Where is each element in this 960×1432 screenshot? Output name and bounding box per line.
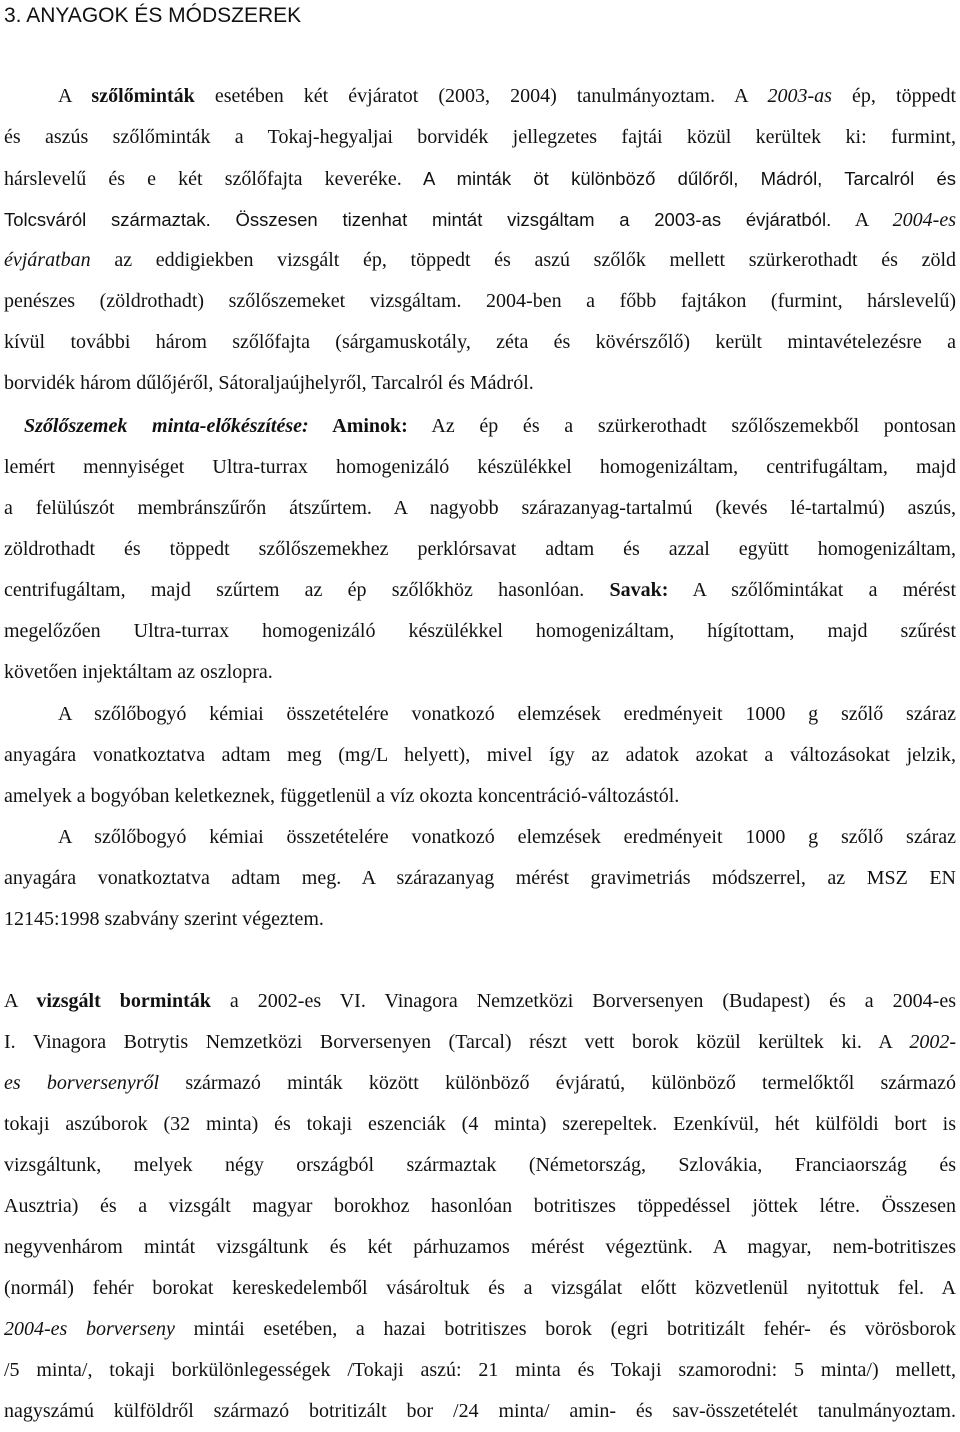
text-line: megelőzően Ultra-turrax homogenizáló készülékkel homogenizáltam, hígítottam, majd szűrést [4, 620, 956, 642]
text-line: borvidék három dűlőjéről, Sátoraljaújhelyről, Tarcalról és Mádról. [4, 372, 534, 394]
text-line: es borversenyről származó minták között különböző évjáratú, különböző termelőktől származó [4, 1072, 956, 1094]
text-line: vizsgáltunk, melyek négy országból származtak (Németország, Szlovákia, Franciaország és [4, 1154, 956, 1176]
text-line: zöldrothadt és töppedt szőlőszemekhez perklórsavat adtam és azzal együtt homogenizáltam, [4, 538, 956, 560]
section-heading: 3. ANYAGOK ÉS MÓDSZEREK [4, 4, 302, 27]
paragraph-wine-samples [4, 981, 956, 1432]
text-line: penészes (zöldrothadt) szőlőszemeket vizsgáltam. 2004-ben a főbb fajtákon (furmint, hárslevelű) [4, 290, 956, 312]
text-line: évjáratban az eddigiekben vizsgált ép, töppedt és aszú szőlők mellett szürkerothadt és zöld [4, 249, 956, 271]
text-line: Szőlőszemek minta-előkészítése: Aminok: Az ép és a szürkerothadt szőlőszemekből pontosan [24, 415, 956, 437]
text-line: centrifugáltam, majd szűrtem az ép szőlőkhöz hasonlóan. Savak: A szőlőmintákat a mérést [4, 579, 956, 601]
text-line: követően injektáltam az oszlopra. [4, 661, 273, 683]
paragraph-dry-weight-results [4, 694, 956, 817]
text-line: kívül további három szőlőfajta (sárgamuskotály, zéta és kövérszőlő) került mintavételezésre a [4, 331, 956, 353]
text-line: A vizsgált borminták a 2002-es VI. Vinagora Nemzetközi Borversenyen (Budapest) és a 2004-es [4, 990, 956, 1012]
text-line: és aszús szőlőminták a Tokaj-hegyaljai borvidék jellegzetes fajtái közül kerültek ki: furmint, [4, 126, 956, 148]
text-line: /5 minta/, tokaji borkülönlegességek /Tokaji aszú: 21 minta és Tokaji szamorodni: 5 minta/) mellett, [4, 1359, 956, 1381]
text-line: (normál) fehér borokat kereskedelemből vásároltuk és a vizsgálat előtt közvetlenül nyitottuk fel. A [4, 1277, 956, 1299]
text-line: A szőlőminták esetében két évjáratot (2003, 2004) tanulmányoztam. A 2003-as ép, töppedt [58, 85, 956, 107]
text-line: 12145:1998 szabvány szerint végeztem. [4, 908, 324, 930]
text-line: A szőlőbogyó kémiai összetételére vonatkozó elemzések eredményeit 1000 g szőlő száraz [58, 826, 956, 848]
text-line: Tolcsváról származtak. Összesen tizenhat mintát vizsgáltam a 2003-as évjáratból. A 2004-es [4, 209, 956, 231]
text-line: anyagára vonatkoztatva adtam meg. A szárazanyag mérést gravimetriás módszerrel, az MSZ EN [4, 867, 956, 889]
text-line: 2004-es borverseny mintái esetében, a hazai botritiszes borok (egri botritizált fehér- és vörösborok [4, 1318, 956, 1340]
text-line: I. Vinagora Botrytis Nemzetközi Borversenyen (Tarcal) részt vett borok közül kerültek ki. A 2002- [4, 1031, 956, 1053]
text-line: anyagára vonatkoztatva adtam meg (mg/L helyett), mivel így az adatok azokat a változásokat jelzik, [4, 744, 956, 766]
text-line: a felülúszót membránszűrőn átszűrtem. A nagyobb szárazanyag-tartalmú (kevés lé-tartalmú) aszús, [4, 497, 956, 519]
text-line: lemért mennyiséget Ultra-turrax homogenizáló készülékkel homogenizáltam, centrifugáltam, majd [4, 456, 956, 478]
text-line: nagyszámú külföldről származó botritizált bor /24 minta/ amin- és sav-összetételét tanulmányoztam. [4, 1400, 956, 1422]
text-line: hárslevelű és e két szőlőfajta keveréke. A minták öt különböző dűlőről, Mádról, Tarcalról és [4, 168, 956, 190]
paragraph-dry-matter-method [4, 817, 956, 940]
text-line: Ausztria) és a vizsgált magyar borokhoz hasonlóan botritiszes töppedéssel jöttek létre. Összesen [4, 1195, 956, 1217]
paragraph-grape-samples [4, 76, 956, 404]
paragraph-sample-preparation [4, 406, 956, 693]
text-line: amelyek a bogyóban keletkeznek, függetlenül a víz okozta koncentráció-változástól. [4, 785, 680, 807]
text-line: A szőlőbogyó kémiai összetételére vonatkozó elemzések eredményeit 1000 g szőlő száraz [58, 703, 956, 725]
text-line: tokaji aszúborok (32 minta) és tokaji eszenciák (4 minta) szerepeltek. Ezenkívül, hét külföldi bort is [4, 1113, 956, 1135]
text-line: negyvenhárom mintát vizsgáltunk és két párhuzamos mérést végeztünk. A magyar, nem-botritiszes [4, 1236, 956, 1258]
